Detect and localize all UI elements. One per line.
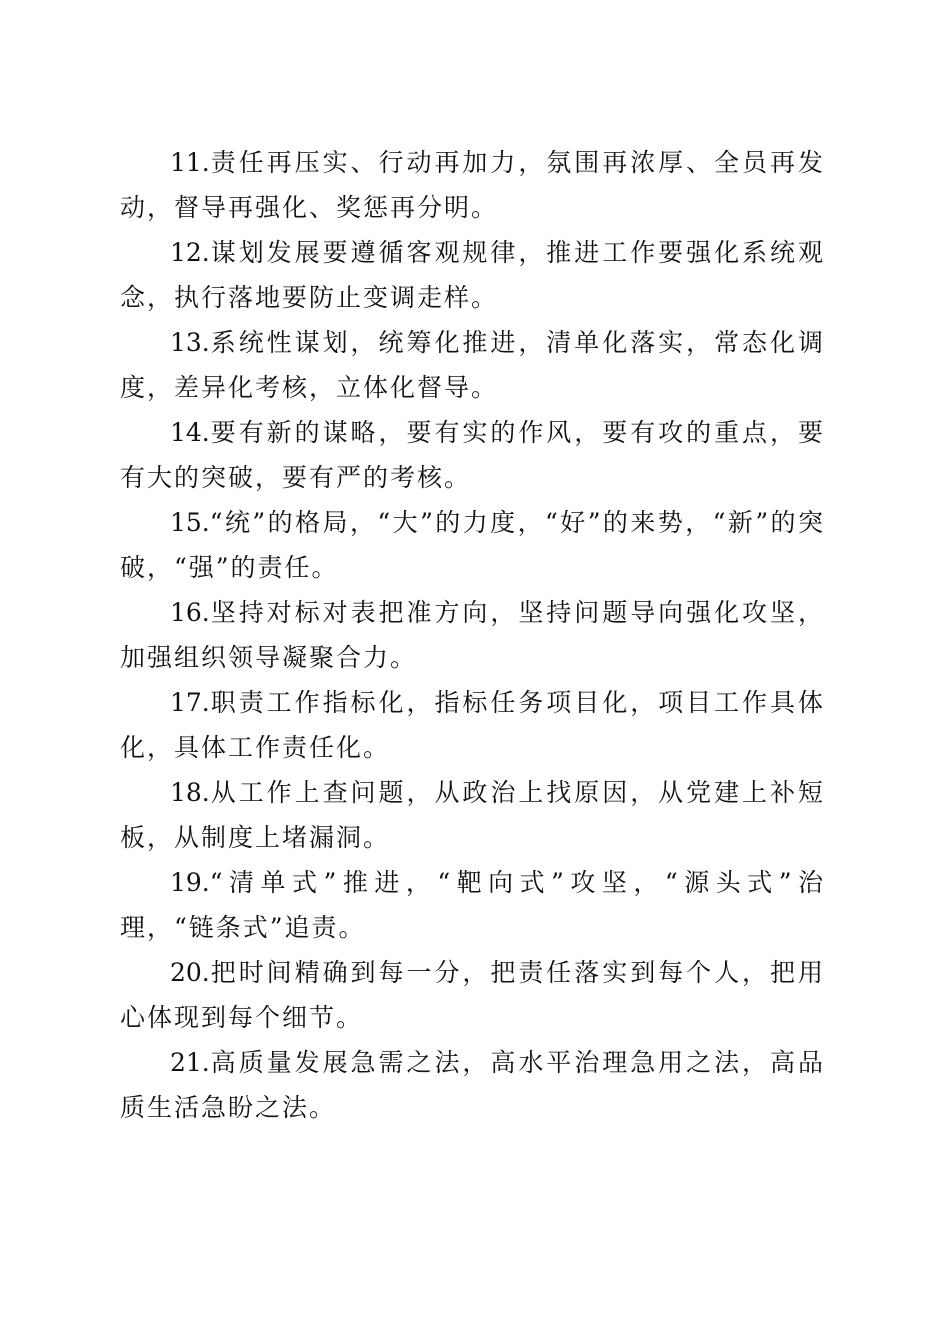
list-item bbox=[120, 1040, 825, 1130]
item-text: “清单式”推进，“靶向式”攻坚，“源头式”治理，“链条式”追责。 bbox=[120, 868, 825, 942]
item-number: 15. bbox=[170, 508, 210, 537]
item-number: 13. bbox=[170, 328, 210, 357]
list-item bbox=[120, 950, 825, 1040]
item-text: “统”的格局，“大”的力度，“好”的来势，“新”的突破，“强”的责任。 bbox=[120, 508, 825, 582]
item-number: 12. bbox=[170, 238, 210, 267]
item-number: 19. bbox=[170, 868, 210, 897]
item-number: 11. bbox=[170, 148, 210, 177]
item-number: 18. bbox=[170, 778, 210, 807]
item-text: 坚持对标对表把准方向，坚持问题导向强化攻坚，加强组织领导凝聚合力。 bbox=[120, 598, 825, 672]
item-text: 高质量发展急需之法，高水平治理急用之法，高品质生活急盼之法。 bbox=[120, 1048, 825, 1122]
list-item bbox=[120, 320, 825, 410]
item-text: 谋划发展要遵循客观规律，推进工作要强化系统观念，执行落地要防止变调走样。 bbox=[120, 238, 825, 312]
item-number: 21. bbox=[170, 1048, 210, 1077]
item-number: 17. bbox=[170, 688, 210, 717]
document-body bbox=[120, 140, 825, 1130]
item-text: 从工作上查问题，从政治上找原因，从党建上补短板，从制度上堵漏洞。 bbox=[120, 778, 825, 852]
item-number: 14. bbox=[170, 418, 210, 447]
item-text: 职责工作指标化，指标任务项目化，项目工作具体化，具体工作责任化。 bbox=[120, 688, 825, 762]
list-item bbox=[120, 140, 825, 230]
list-item bbox=[120, 590, 825, 680]
list-item bbox=[120, 230, 825, 320]
item-text: 责任再压实、行动再加力，氛围再浓厚、全员再发动，督导再强化、奖惩再分明。 bbox=[120, 148, 825, 222]
list-item bbox=[120, 770, 825, 860]
item-number: 16. bbox=[170, 598, 210, 627]
list-item bbox=[120, 500, 825, 590]
item-number: 20. bbox=[170, 958, 210, 987]
list-item bbox=[120, 410, 825, 500]
list-item bbox=[120, 680, 825, 770]
item-text: 要有新的谋略，要有实的作风，要有攻的重点，要有大的突破，要有严的考核。 bbox=[120, 418, 825, 492]
item-text: 把时间精确到每一分，把责任落实到每个人，把用心体现到每个细节。 bbox=[120, 958, 825, 1032]
item-text: 系统性谋划，统筹化推进，清单化落实，常态化调度，差异化考核，立体化督导。 bbox=[120, 328, 825, 402]
list-item bbox=[120, 860, 825, 950]
